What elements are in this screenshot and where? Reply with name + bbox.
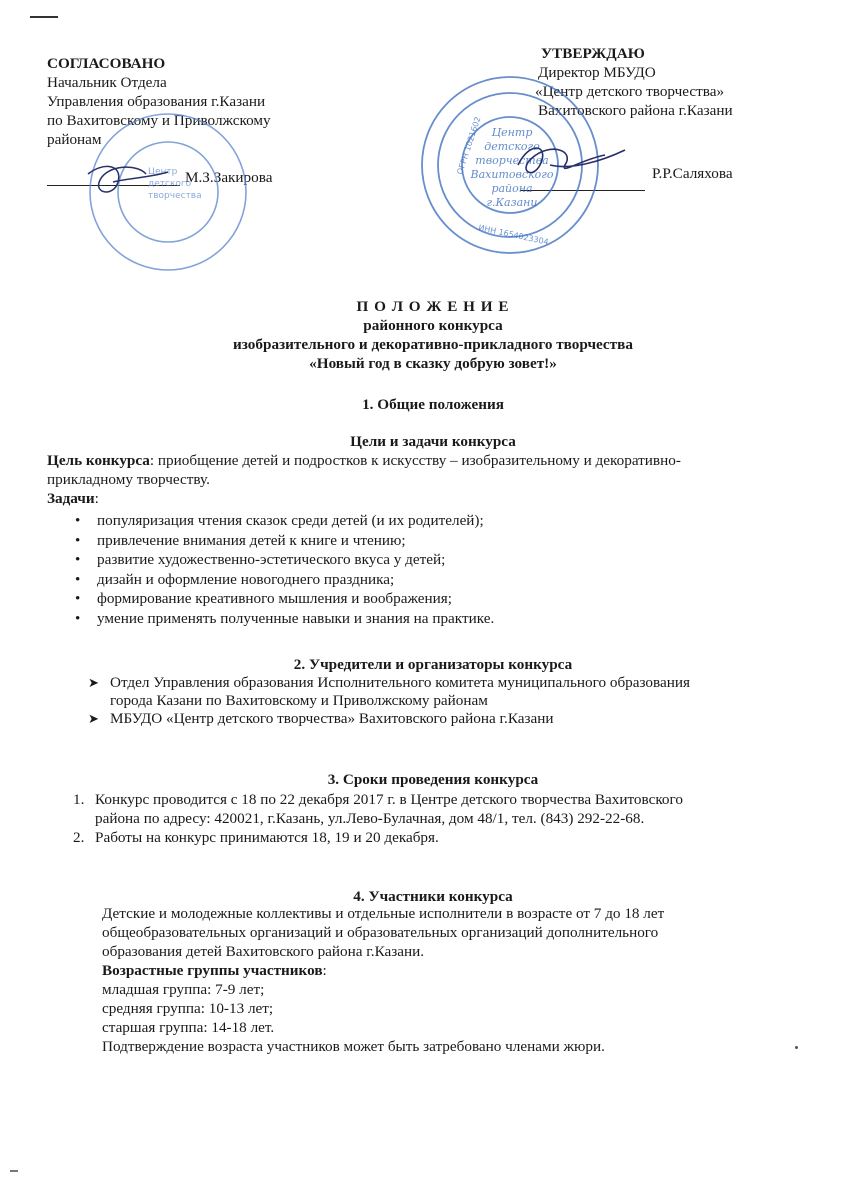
dates-line: района по адресу: 420021, г.Казань, ул.Лево-Булачная, дом 48/1, тел. (843) 292-22-68.: [95, 810, 645, 827]
title-heading: П О Л О Ж Е Н И Е: [356, 298, 510, 315]
stamp-left: [28, 112, 268, 282]
stamp-right-text: Центр: [491, 126, 533, 139]
task-item: • развитие художественно-эстетического вкуса у детей;: [47, 550, 807, 570]
participants-line: общеобразовательных организаций и образовательных организаций дополнительного: [102, 924, 659, 941]
tasks-label-line: Задачи:: [47, 490, 99, 507]
stamp-left-text: детского: [148, 179, 192, 189]
dates-list: [40, 790, 830, 847]
participants-line: Детские и молодежные коллективы и отдельные исполнители в возрасте от 7 до 18 лет: [102, 905, 665, 922]
participants-line: образования детей Вахитовского района г.Казани.: [102, 943, 425, 960]
approval-left-line: Начальник Отдела: [47, 74, 167, 91]
goal-line-2: прикладному творчеству.: [47, 471, 210, 488]
stamp-right-text: района: [491, 182, 533, 195]
approval-right-line: Вахитовского района г.Казани: [538, 102, 733, 119]
organizer-line: МБУДО «Центр детского творчества» Вахитовского района г.Казани: [110, 710, 554, 727]
document-title: [0, 297, 866, 373]
age-groups-label-line: [102, 961, 822, 980]
goal-line-1: [47, 451, 817, 470]
age-group: средняя группа: 10-13 лет;: [102, 1000, 274, 1017]
approval-right-line: Директор МБУДО: [538, 64, 656, 81]
stamp-right-text: г.Казани: [486, 196, 538, 209]
stamp-right-ogrn: ОГРН 1021602: [455, 115, 483, 176]
dates-item-number: 2.: [73, 829, 85, 846]
task-item: • привлечение внимания детей к книге и чтению;: [47, 531, 807, 551]
approval-left-line: Управления образования г.Казани: [47, 93, 266, 110]
goal-label: Цель конкурса: [47, 452, 150, 469]
approval-left-line: районам: [47, 131, 102, 148]
organizer-item: [60, 710, 830, 728]
organizer-item: [60, 674, 830, 710]
stamp-left-text: Центр: [148, 167, 178, 177]
stamp-right-text: детского: [484, 140, 540, 153]
age-note: Подтверждение возраста участников может быть затребовано членами жюри.: [102, 1038, 605, 1055]
section-2-heading: 2. Учредители и организаторы конкурса: [293, 656, 573, 673]
dates-item: [40, 828, 830, 847]
stamp-right-inn: ИНН 1654023304: [477, 223, 550, 247]
arrow-bullet-icon: ➤: [88, 675, 99, 690]
section-3-heading: 3. Сроки проведения конкурса: [327, 771, 539, 788]
goal-paragraph: [47, 451, 817, 508]
dates-line: Работы на конкурс принимаются 18, 19 и 20 декабря.: [95, 829, 439, 846]
approval-right-signer: Р.Р.Саляхова: [652, 165, 733, 182]
scan-mark: [30, 16, 58, 18]
organizer-line: города Казани по Вахитовскому и Приволжскому районам: [110, 692, 488, 709]
approval-right-title: УТВЕРЖДАЮ: [541, 45, 645, 62]
title-line: «Новый год в сказку добрую зовет!»: [309, 355, 557, 372]
age-groups-colon: :: [322, 962, 327, 979]
task-item: • умение применять полученные навыки и знания на практике.: [47, 609, 807, 629]
task-item: • дизайн и оформление новогоднего праздника;: [47, 570, 807, 590]
dates-item: [40, 790, 830, 828]
approval-right-line: «Центр детского творчества»: [535, 83, 725, 100]
participants-block: [102, 904, 822, 1056]
approval-left-title: СОГЛАСОВАНО: [47, 55, 166, 72]
section-1-subheading: Цели и задачи конкурса: [350, 433, 516, 450]
title-line: районного конкурса: [363, 317, 503, 334]
approval-left-signer: М.З.Закирова: [185, 169, 273, 186]
dates-line: Конкурс проводится с 18 по 22 декабря 2017 г. в Центре детского творчества Вахитовского: [95, 791, 683, 808]
age-group: младшая группа: 7-9 лет;: [102, 981, 265, 998]
age-group: старшая группа: 14-18 лет.: [102, 1019, 275, 1036]
task-item: • популяризация чтения сказок среди детей (и их родителей);: [47, 511, 807, 531]
tasks-list: [47, 511, 807, 628]
title-line: изобразительного и декоративно-прикладного творчества: [233, 336, 633, 353]
section-1-heading: 1. Общие положения: [362, 396, 504, 413]
organizer-line: Отдел Управления образования Исполнительного комитета муниципального образования: [110, 674, 690, 691]
scan-speck: [795, 1046, 798, 1049]
task-item: • формирование креативного мышления и воображения;: [47, 589, 807, 609]
age-groups-label: Возрастные группы участников: [102, 962, 323, 979]
stamp-right: [400, 70, 640, 260]
dates-item-number: 1.: [73, 791, 85, 808]
stamp-right-text: Вахитовского: [470, 168, 554, 181]
organizers-list: [60, 674, 830, 728]
scan-speck: [10, 1170, 18, 1172]
stamp-left-text: творчества: [148, 191, 202, 201]
stamp-right-text: творчества: [475, 154, 549, 167]
section-4-heading: 4. Участники конкурса: [353, 888, 513, 905]
tasks-label: Задачи: [47, 490, 95, 507]
goal-text: : приобщение детей и подростков к искусству – изобразительному и декоративно-: [149, 452, 681, 469]
arrow-bullet-icon: ➤: [88, 711, 99, 726]
approval-left-line: по Вахитовскому и Приволжскому: [47, 112, 271, 129]
